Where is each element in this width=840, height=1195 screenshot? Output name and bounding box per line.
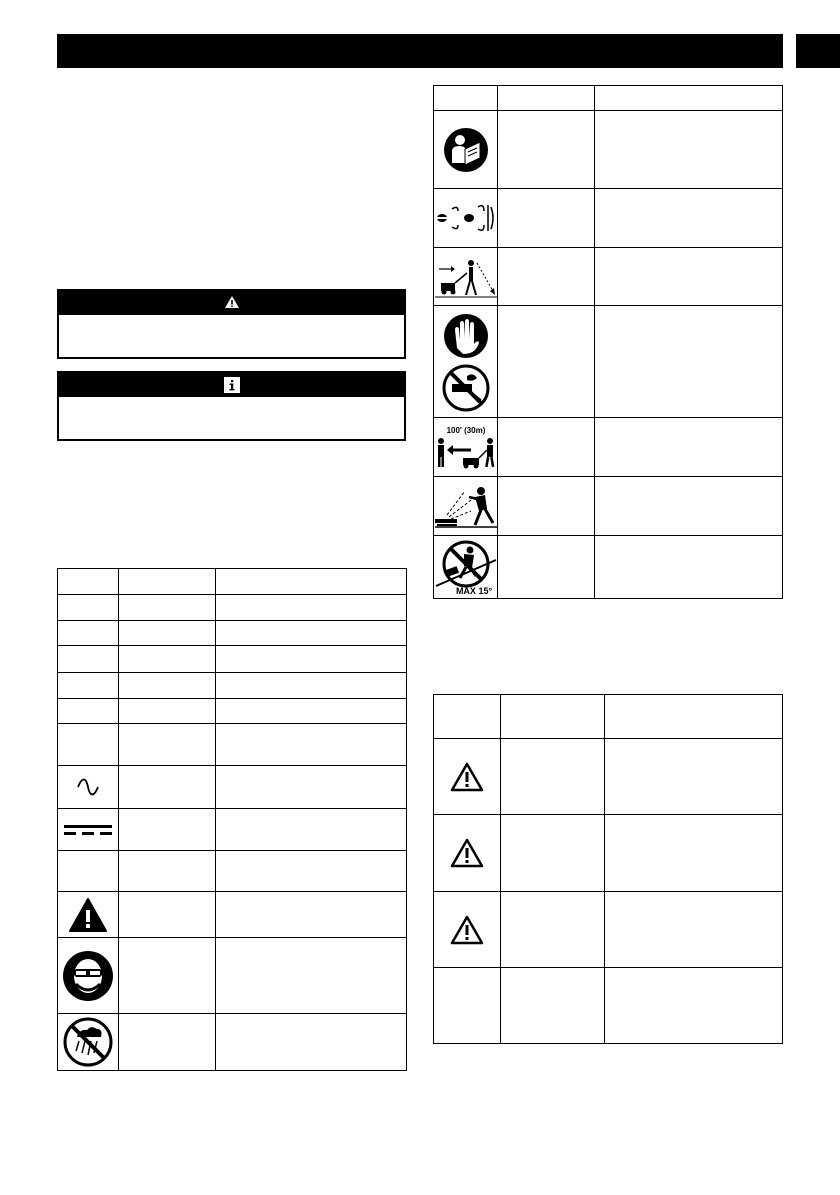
thrown-objects-icon: [434, 483, 497, 529]
table-row: [58, 724, 407, 766]
description-cell: [605, 892, 783, 968]
symbol-cell: [58, 673, 119, 699]
name-cell: [501, 815, 605, 892]
name-cell: [119, 673, 216, 699]
description-cell: [595, 477, 783, 536]
warning-triangle-icon: [224, 295, 240, 309]
symbol-cell: [434, 477, 498, 536]
description-cell: [216, 673, 407, 699]
description-cell: [595, 189, 783, 248]
description-cell: [605, 815, 783, 892]
symbol-cell: [434, 248, 498, 306]
table-row: [434, 111, 783, 189]
name-cell: [119, 724, 216, 766]
symbol-cell: [434, 111, 498, 189]
warning-triangle-icon: [434, 837, 500, 869]
description-cell: [595, 306, 783, 418]
name-cell: [498, 536, 595, 599]
name-cell: [498, 477, 595, 536]
no-rain-icon: [58, 1017, 118, 1067]
table-row: [58, 699, 407, 724]
name-cell: [119, 1014, 216, 1071]
symbol-cell: [434, 892, 501, 968]
symbol-cell: [58, 699, 119, 724]
warning-triangle-icon: [434, 761, 500, 793]
name-cell: [119, 699, 216, 724]
symbol-cell: [434, 306, 498, 418]
info-box-header: [59, 373, 404, 397]
page-tab: [796, 34, 840, 68]
name-cell: [119, 809, 216, 851]
hazard-levels-table: [433, 694, 783, 1044]
name-cell: [501, 968, 605, 1044]
name-cell: [501, 892, 605, 968]
symbol-cell: [58, 595, 119, 621]
symbol-cell: [434, 815, 501, 892]
column-header: [216, 569, 407, 595]
table-row: [58, 646, 407, 673]
symbols-table: [57, 568, 407, 1071]
description-cell: [216, 724, 407, 766]
ac-current-icon: [58, 777, 118, 797]
symbol-cell: [434, 739, 501, 815]
name-cell: [119, 938, 216, 1014]
symbol-cell: [58, 646, 119, 673]
table-row: [58, 851, 407, 892]
table-row: [58, 621, 407, 646]
table-row: [58, 595, 407, 621]
symbol-cell: [58, 938, 119, 1014]
table-header-row: [434, 695, 783, 739]
distance-label: 100' (30m): [446, 426, 485, 435]
table-row: [434, 536, 783, 599]
table-row: [434, 477, 783, 536]
hand-blade-danger-icon: [434, 312, 497, 412]
max-slope-icon: [434, 538, 497, 596]
symbol-cell: [58, 851, 119, 892]
name-cell: [498, 111, 595, 189]
table-header-row: [58, 569, 407, 595]
description-cell: [216, 766, 407, 809]
table-row: [434, 739, 783, 815]
description-cell: [216, 595, 407, 621]
footer-text: [0, 1183, 140, 1195]
description-cell: [595, 418, 783, 477]
symbol-cell: [58, 809, 119, 851]
dc-current-icon: [58, 822, 118, 838]
name-cell: [498, 248, 595, 306]
eye-protection-icon: [58, 950, 118, 1002]
description-cell: [216, 938, 407, 1014]
table-header-row: [434, 86, 783, 111]
table-row: [434, 892, 783, 968]
column-header: [434, 695, 501, 739]
warning-triangle-icon: [434, 914, 500, 946]
description-cell: [605, 968, 783, 1044]
column-header: [595, 86, 783, 111]
name-cell: [119, 892, 216, 938]
table-row: [434, 248, 783, 306]
symbol-cell: [58, 621, 119, 646]
name-cell: [498, 189, 595, 248]
description-cell: [595, 248, 783, 306]
table-row: [58, 809, 407, 851]
column-header: [58, 569, 119, 595]
read-manual-icon: [434, 127, 497, 173]
warning-box-header: [59, 291, 404, 315]
description-cell: [605, 739, 783, 815]
warning-triangle-icon: [58, 897, 118, 933]
remove-key-icon: [434, 201, 497, 235]
name-cell: [119, 646, 216, 673]
keep-bystanders-away-icon: [434, 424, 497, 470]
symbol-cell: [434, 418, 498, 477]
name-cell: [119, 851, 216, 892]
section-header-bar: [57, 34, 783, 68]
name-cell: [119, 621, 216, 646]
column-header: [501, 695, 605, 739]
slope-label: MAX 15°: [455, 586, 493, 596]
warning-box: [57, 289, 406, 359]
description-cell: [216, 892, 407, 938]
table-row: [58, 766, 407, 809]
name-cell: [498, 418, 595, 477]
mow-direction-icon: [434, 255, 497, 299]
symbol-cell: [58, 724, 119, 766]
column-header: [498, 86, 595, 111]
info-icon: [224, 377, 240, 393]
column-header: [119, 569, 216, 595]
table-row: [58, 938, 407, 1014]
description-cell: [216, 1014, 407, 1071]
symbol-cell: [434, 968, 501, 1044]
description-cell: [595, 111, 783, 189]
table-row: [434, 815, 783, 892]
symbol-cell: [58, 766, 119, 809]
table-row: [58, 892, 407, 938]
description-cell: [216, 809, 407, 851]
description-cell: [216, 699, 407, 724]
table-row: [58, 673, 407, 699]
symbol-cell: [434, 189, 498, 248]
symbol-cell: [58, 1014, 119, 1071]
column-header: [605, 695, 783, 739]
name-cell: [501, 739, 605, 815]
name-cell: [119, 766, 216, 809]
symbol-cell: [58, 892, 119, 938]
safety-symbols-table: [433, 85, 783, 599]
name-cell: [498, 306, 595, 418]
column-header: [434, 86, 498, 111]
symbol-cell: [434, 536, 498, 599]
description-cell: [216, 646, 407, 673]
table-row: [434, 418, 783, 477]
table-row: [58, 1014, 407, 1071]
info-box: [57, 371, 406, 441]
table-row: [434, 189, 783, 248]
description-cell: [216, 621, 407, 646]
table-row: [434, 306, 783, 418]
description-cell: [216, 851, 407, 892]
table-row: [434, 968, 783, 1044]
description-cell: [595, 536, 783, 599]
name-cell: [119, 595, 216, 621]
